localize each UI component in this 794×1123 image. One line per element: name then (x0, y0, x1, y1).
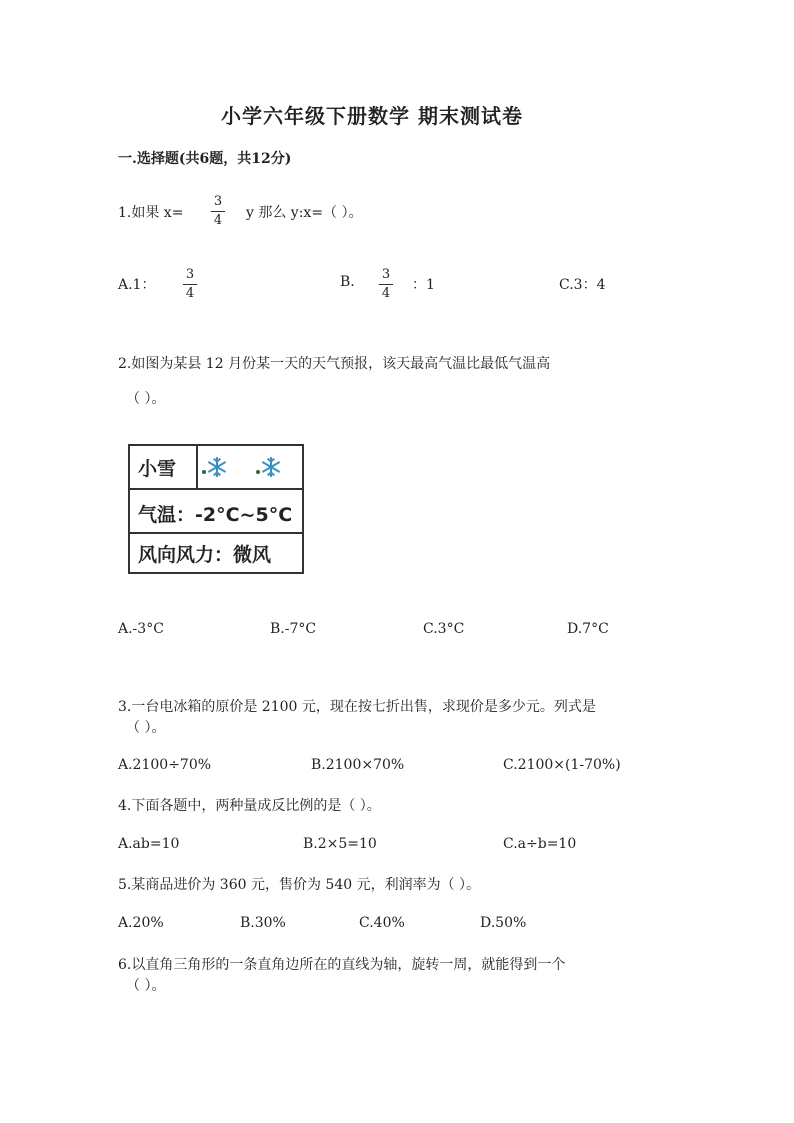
question-3-line1: 3.一台电冰箱的原价是 2100 元，现在按七折出售，求现价是多少元。列式是 (118, 699, 596, 715)
question-1-suffix: y 那么 y:x=（ ）。 (246, 205, 363, 221)
option-a: A.20% (118, 915, 164, 931)
option-c: C.a÷b=10 (503, 836, 577, 852)
question-6-line2: （ ）。 (126, 978, 166, 994)
fraction-numerator: 3 (213, 194, 223, 209)
option-c: C.3°C (423, 621, 465, 637)
option-b-fraction (379, 268, 393, 301)
weather-condition-label: 小雪 (138, 458, 177, 480)
fraction-numerator: 3 (185, 267, 195, 282)
option-b: B.30% (240, 915, 286, 931)
option-b: B.-7°C (270, 621, 317, 637)
question-6-line1: 6.以直角三角形的一条直角边所在的直线为轴，旋转一周，就能得到一个 (118, 957, 566, 973)
option-a-prefix: A.1： (118, 277, 156, 293)
option-c: C.3：4 (559, 277, 606, 293)
question-1-prefix: 1.如果 x= (118, 205, 184, 221)
option-b: B.2×5=10 (303, 836, 377, 852)
cell-divider (196, 446, 198, 490)
option-a: A.2100÷70% (118, 757, 212, 773)
question-3-line2: （ ）。 (126, 720, 166, 736)
snow-dot-icon (200, 468, 208, 476)
fraction-bar (379, 284, 393, 285)
option-d: D.7°C (567, 621, 609, 637)
question-4-line1: 4.下面各题中，两种量成反比例的是（ ）。 (118, 798, 381, 814)
fraction-denominator: 4 (381, 286, 391, 301)
weather-row-condition (130, 446, 302, 490)
fraction-numerator: 3 (381, 267, 391, 282)
weather-wind: 风向风力：微风 (138, 544, 272, 566)
snowflake-icon (206, 456, 228, 478)
snow-dot-icon (254, 468, 262, 476)
weather-row-wind (130, 534, 302, 572)
snowflake-icon (260, 456, 282, 478)
option-c: C.2100×(1-70%) (503, 757, 621, 773)
weather-forecast-table (128, 444, 304, 574)
fraction-bar (183, 284, 197, 285)
weather-row-temperature (130, 490, 302, 534)
question-2-line2: （ ）。 (126, 391, 166, 407)
option-a: A.ab=10 (118, 836, 180, 852)
page-title: 小学六年级下册数学 期末测试卷 (221, 104, 523, 128)
section-heading: 一.选择题(共6题，共12分) (118, 151, 292, 167)
option-a-fraction (183, 268, 197, 301)
option-b-suffix: ：1 (412, 277, 435, 293)
option-b-prefix: B. (340, 274, 355, 290)
question-5-line1: 5.某商品进价为 360 元，售价为 540 元，利润率为（ ）。 (118, 877, 481, 893)
fraction-denominator: 4 (213, 213, 223, 228)
question-2-line1: 2.如图为某县 12 月份某一天的天气预报，该天最高气温比最低气温高 (118, 356, 551, 372)
weather-temperature: 气温：-2°C~5°C (138, 504, 293, 526)
option-b: B.2100×70% (311, 757, 405, 773)
option-d: D.50% (480, 915, 527, 931)
fraction-bar (211, 211, 225, 212)
option-a: A.-3°C (118, 621, 164, 637)
question-1-fraction (211, 195, 225, 228)
option-c: C.40% (359, 915, 405, 931)
fraction-denominator: 4 (185, 286, 195, 301)
